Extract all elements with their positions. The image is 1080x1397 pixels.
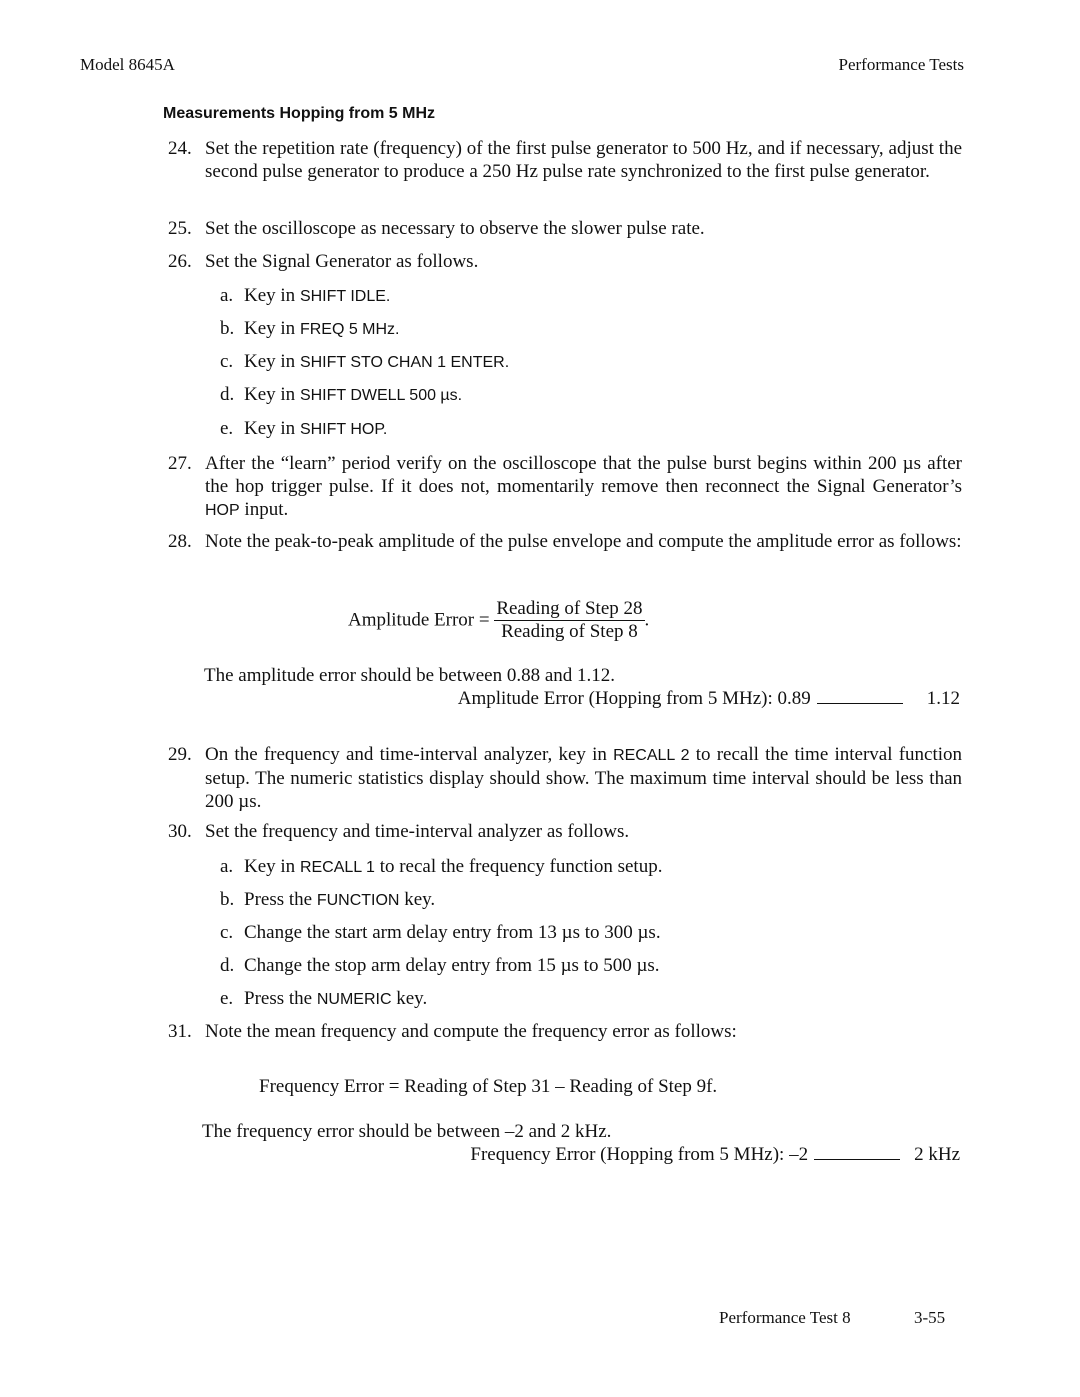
step-30e — [220, 987, 960, 1011]
sub-letter: d. — [220, 955, 235, 976]
step-26a — [220, 284, 960, 308]
sub-text-end: to recal the frequency function setup. — [379, 856, 663, 877]
step-25 — [168, 217, 962, 240]
step-number: 29. — [168, 744, 192, 765]
sub-text: Key in — [244, 318, 296, 339]
key-label: SHIFT STO CHAN 1 ENTER. — [299, 354, 510, 371]
step-number: 30. — [168, 821, 192, 842]
sub-text: Press the — [244, 889, 313, 910]
step-number: 31. — [168, 1021, 192, 1042]
section-title: Measurements Hopping from 5 MHz — [163, 105, 436, 122]
record-blank[interactable] — [814, 1158, 900, 1160]
key-label: RECALL 1 — [299, 859, 375, 876]
sub-letter: e. — [220, 988, 234, 1009]
step-30a — [220, 855, 960, 879]
step-text: Set the frequency and time-interval analyzer as follows. — [205, 821, 630, 842]
step-text: Set the repetition rate (frequency) of the first pulse generator to 500 Hz, and if necessary, adjust the second pulse generator to produce a 250 Hz pulse rate synchronized to the first pulse generator. — [205, 138, 962, 182]
sub-text: Key in — [244, 285, 296, 306]
footer-title: Performance Test 8 — [719, 1308, 851, 1327]
step-26 — [168, 250, 962, 273]
step-text-end: input. — [244, 499, 289, 520]
key-label: SHIFT IDLE. — [299, 288, 391, 305]
sub-letter: a. — [220, 856, 234, 877]
sub-letter: c. — [220, 351, 234, 372]
footer-page: 3-55 — [914, 1308, 946, 1327]
step-text: After the “learn” period verify on the oscilloscope that the pulse burst begins within 200 µs after the hop trigger pulse. If it does not, momentarily remove then reconnect the Signal Generator’s — [205, 453, 962, 497]
sub-letter: a. — [220, 285, 234, 306]
amplitude-formula: Amplitude Error = $\frac{\text{Reading of Step 28}}{\text{Reading of Step 8}}$ . — [348, 598, 650, 642]
record-label: Frequency Error (Hopping from 5 MHz): –2 — [470, 1144, 809, 1165]
step-30c — [220, 921, 960, 944]
record-max: 2 kHz — [914, 1144, 960, 1165]
amplitude-range: The amplitude error should be between 0.88 and 1.12. — [204, 665, 616, 686]
sub-text: Key in — [244, 856, 296, 877]
key-label: SHIFT HOP. — [299, 421, 388, 438]
amplitude-record — [458, 687, 960, 710]
header-section: Performance Tests — [838, 55, 964, 74]
sub-text: Key in — [244, 418, 296, 439]
key-label: FREQ 5 MHz. — [299, 321, 400, 338]
step-number: 27. — [168, 453, 192, 474]
key-label: FUNCTION — [316, 892, 400, 909]
sub-text-end: key. — [404, 889, 436, 910]
step-27 — [168, 452, 962, 522]
sub-letter: e. — [220, 418, 234, 439]
step-text: Note the peak-to-peak amplitude of the pulse envelope and compute the amplitude error as follows: — [205, 531, 962, 552]
step-26d — [220, 383, 960, 407]
step-24 — [168, 137, 962, 183]
frequency-range: The frequency error should be between –2 and 2 kHz. — [202, 1121, 612, 1142]
step-text-end: to recall the time interval function setup. The numeric statistics display should show. The maximum time interval should be less than 200 µs. — [205, 744, 963, 812]
step-26c — [220, 350, 960, 374]
step-30 — [168, 820, 962, 843]
key-label: SHIFT DWELL 500 µs. — [299, 387, 463, 404]
numerator: Reading of Step 28 — [496, 598, 643, 619]
step-number: 25. — [168, 218, 192, 239]
sub-text-end: key. — [396, 988, 428, 1009]
step-number: 24. — [168, 138, 192, 159]
step-26b — [220, 317, 960, 341]
formula-fraction — [494, 598, 644, 643]
step-30b — [220, 888, 960, 912]
denominator: Reading of Step 8 — [501, 621, 638, 642]
step-text: Set the oscilloscope as necessary to observe the slower pulse rate. — [205, 218, 705, 239]
record-blank[interactable] — [817, 702, 903, 704]
key-label: HOP — [205, 502, 240, 519]
step-number: 26. — [168, 251, 192, 272]
record-max: 1.12 — [926, 688, 960, 709]
record-label: Amplitude Error (Hopping from 5 MHz): 0.89 — [457, 688, 811, 709]
sub-letter: b. — [220, 318, 235, 339]
step-26e — [220, 417, 960, 441]
key-label: NUMERIC — [316, 991, 392, 1008]
sub-text: Change the stop arm delay entry from 15 µs to 500 µs. — [244, 955, 660, 976]
sub-text: Press the — [244, 988, 313, 1009]
step-30d — [220, 954, 960, 977]
step-number: 28. — [168, 531, 192, 552]
sub-letter: c. — [220, 922, 234, 943]
frequency-formula: Frequency Error = Reading of Step 31 – Reading of Step 9f. — [259, 1076, 718, 1097]
sub-text: Key in — [244, 351, 296, 372]
sub-text: Change the start arm delay entry from 13 µs to 300 µs. — [244, 922, 661, 943]
step-28 — [168, 530, 962, 553]
step-31 — [168, 1020, 962, 1043]
sub-letter: d. — [220, 384, 235, 405]
key-label: RECALL 2 — [613, 747, 690, 764]
step-text: Note the mean frequency and compute the frequency error as follows: — [205, 1021, 737, 1042]
sub-text: Key in — [244, 384, 296, 405]
header-model: Model 8645A — [80, 55, 175, 74]
step-text: Set the Signal Generator as follows. — [205, 251, 479, 272]
sub-letter: b. — [220, 889, 235, 910]
step-text: On the frequency and time-interval analyzer, key in — [205, 744, 607, 765]
formula-lhs: Amplitude Error = — [348, 609, 490, 631]
frequency-record — [470, 1143, 960, 1166]
step-29 — [168, 743, 962, 813]
